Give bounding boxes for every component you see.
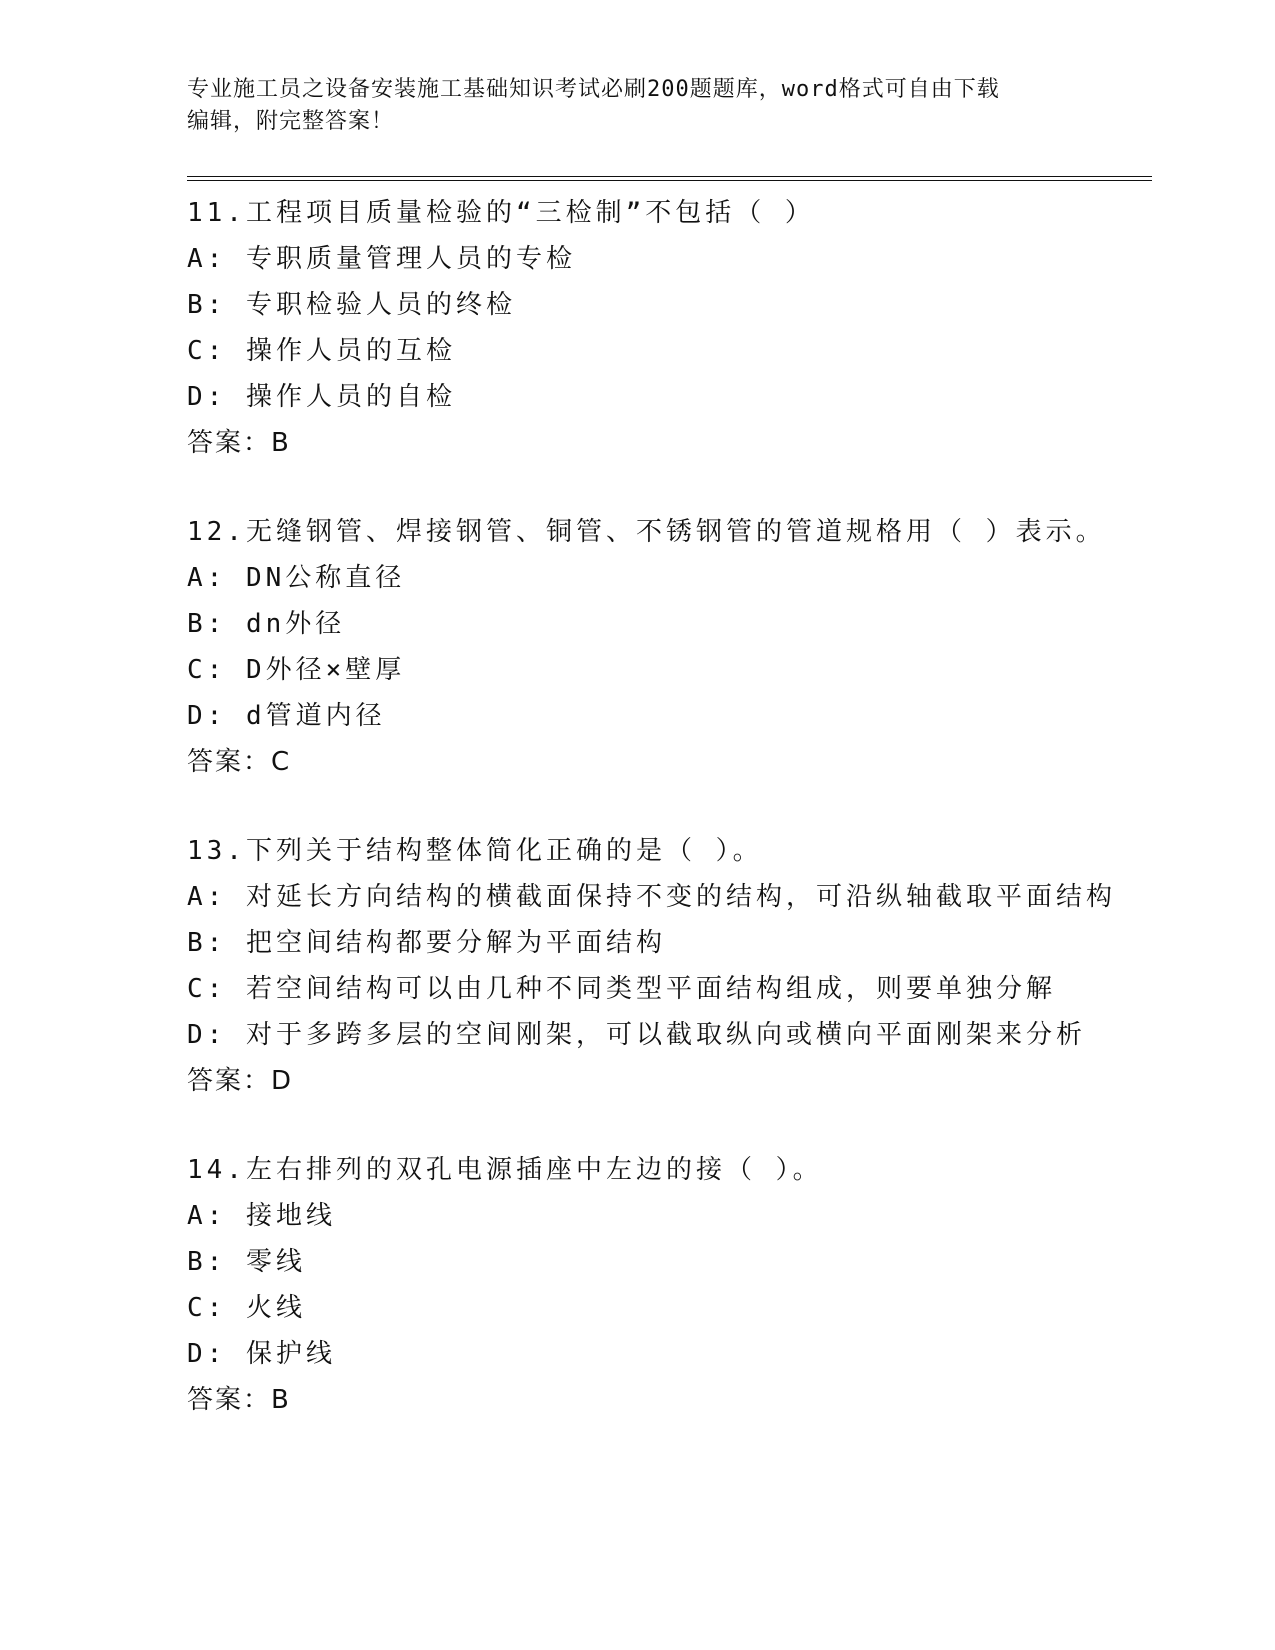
header-line-1: 专业施工员之设备安装施工基础知识考试必刷200题题库，word格式可自由下载 <box>187 77 1000 102</box>
option-a: A: DN公称直径 <box>187 563 406 593</box>
option-c: C: D外径×壁厚 <box>187 655 406 685</box>
document-header <box>187 74 1067 138</box>
question-12 <box>187 509 1152 785</box>
question-stem: 11.工程项目质量检验的“三检制”不包括（ ） <box>187 198 815 228</box>
option-c: C: 火线 <box>187 1293 306 1323</box>
option-d: D: d管道内径 <box>187 701 386 731</box>
answer-label: 答案：B <box>187 1385 291 1415</box>
question-list <box>187 190 1152 1466</box>
question-11 <box>187 190 1152 466</box>
question-stem: 12.无缝钢管、焊接钢管、铜管、不锈钢管的管道规格用（ ）表示。 <box>187 517 1106 547</box>
option-a: A: 专职质量管理人员的专检 <box>187 244 576 274</box>
option-b: B: 专职检验人员的终检 <box>187 290 516 320</box>
question-stem: 13.下列关于结构整体简化正确的是（ ）。 <box>187 836 763 866</box>
option-b: B: dn外径 <box>187 609 346 639</box>
option-b: B: 把空间结构都要分解为平面结构 <box>187 928 666 958</box>
option-a: A: 对延长方向结构的横截面保持不变的结构，可沿纵轴截取平面结构 <box>187 882 1116 912</box>
question-stem: 14.左右排列的双孔电源插座中左边的接（ ）。 <box>187 1155 823 1185</box>
header-line-2: 编辑，附完整答案！ <box>187 109 395 134</box>
answer-label: 答案：D <box>187 1066 294 1096</box>
answer-label: 答案：C <box>187 747 292 777</box>
question-13 <box>187 828 1152 1104</box>
question-14 <box>187 1147 1152 1423</box>
header-divider <box>187 176 1152 181</box>
option-d: D: 对于多跨多层的空间刚架，可以截取纵向或横向平面刚架来分析 <box>187 1020 1086 1050</box>
option-c: C: 若空间结构可以由几种不同类型平面结构组成，则要单独分解 <box>187 974 1056 1004</box>
option-c: C: 操作人员的互检 <box>187 336 456 366</box>
option-d: D: 保护线 <box>187 1339 336 1369</box>
answer-label: 答案：B <box>187 428 291 458</box>
option-d: D: 操作人员的自检 <box>187 382 456 412</box>
option-a: A: 接地线 <box>187 1201 336 1231</box>
option-b: B: 零线 <box>187 1247 306 1277</box>
